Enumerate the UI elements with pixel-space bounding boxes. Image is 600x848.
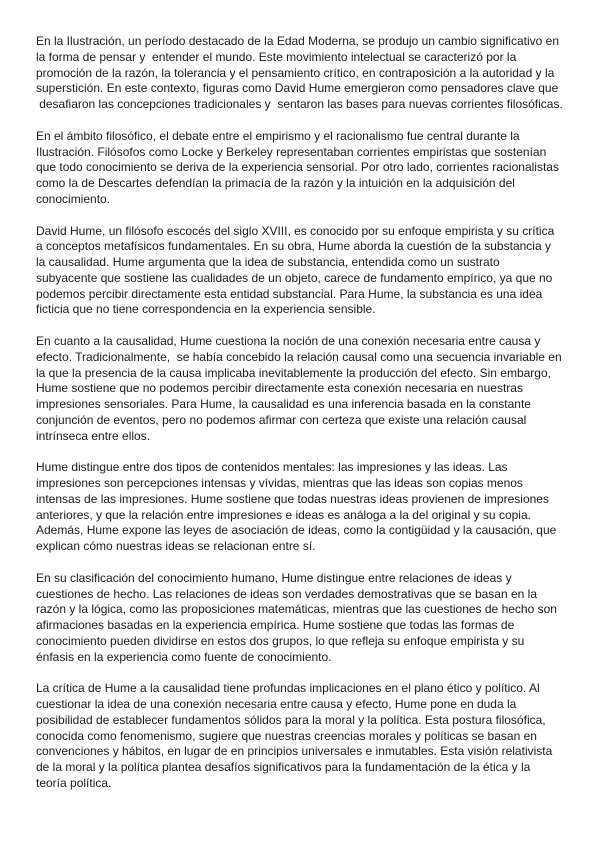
text-line: de la moral y la política plantea desafíos significativos para la fundamentación de la ética y la — [36, 760, 531, 774]
text-line: posibilidad de establecer fundamentos sólidos para la moral y la política. Esta postura filosófica, — [36, 712, 546, 727]
text-line: afirmaciones basadas en la experiencia empírica. Hume sostiene que todas las formas de — [36, 618, 515, 632]
text-line: la que la presencia de la causa implicaba inevitablemente la producción del efecto. Sin embargo, — [36, 365, 551, 380]
document-page — [36, 34, 566, 808]
text-line: que todo conocimiento se deriva de la experiencia sensorial. Por otro lado, corrientes racionalistas — [36, 160, 559, 175]
text-line: En la Ilustración, un período destacado de la Edad Moderna, se produjo un cambio significativo en — [36, 34, 559, 48]
text-line: cuestionar la idea de una conexión necesaria entre causa y efecto, Hume pone en duda la — [36, 697, 517, 711]
text-line: En cuanto a la causalidad, Hume cuestiona la noción de una conexión necesaria entre causa y — [36, 334, 541, 348]
text-line: la causalidad. Hume argumenta que la idea de substancia, entendida como un sustrato — [36, 255, 500, 269]
text-line: explican cómo nuestras ideas se relacionan entre sí. — [36, 539, 316, 553]
text-line: conjunción de eventos, pero no podemos afirmar con certeza que existe una relación causal — [36, 412, 527, 427]
text-line: conocida como fenomenismo, sugiere que nuestras creencias morales y políticas se basan en — [36, 728, 537, 743]
text-line: subyacente que sostiene las cualidades de un objeto, carece de fundamento empírico, ya que no — [36, 270, 553, 285]
text-line: En el ámbito filosófico, el debate entre el empirismo y el racionalismo fue central durante la — [36, 128, 520, 143]
text-line: conocimiento. — [36, 191, 111, 206]
paragraph-5 — [36, 460, 566, 555]
paragraph-3 — [36, 224, 566, 319]
text-line: anteriores, y que la relación entre impresiones e ideas es análoga a la del original y su copia. — [36, 507, 531, 522]
text-line: podemos percibir directamente esta entidad substancial. Para Hume, la substancia es una idea — [36, 286, 543, 301]
text-line: impresiones son percepciones intensas y vívidas, mientras que las ideas son copias menos — [36, 476, 523, 490]
text-line: teoría política. — [36, 775, 112, 790]
text-line: Ilustración. Filósofos como Locke y Berkeley representaban corrientes empiristas que sostenían — [36, 144, 547, 159]
paragraph-6 — [36, 571, 566, 666]
text-line: convenciones y hábitos, en lugar de en principios universales e inmutables. Esta visión relativista — [36, 744, 553, 759]
paragraph-1 — [36, 34, 566, 113]
text-line: conocimiento pueden dividirse en estos dos grupos, lo que refleja su enfoque empirista y su — [36, 633, 525, 648]
paragraph-2 — [36, 129, 566, 208]
text-line: impresiones sensoriales. Para Hume, la causalidad es una inferencia basada en la constante — [36, 397, 531, 411]
text-line: a conceptos metafísicos fundamentales. En su obra, Hume aborda la cuestión de la substancia y — [36, 239, 551, 254]
text-line: énfasis en la experiencia como fuente de conocimiento. — [36, 649, 332, 664]
text-line: como la de Descartes defendían la primacía de la razón y la intuición en la adquisición del — [36, 176, 515, 190]
paragraph-7 — [36, 681, 566, 791]
paragraph-4 — [36, 334, 566, 444]
text-line: cuestiones de hecho. Las relaciones de ideas son verdades demostrativas que se basan en la — [36, 586, 537, 601]
text-line: promoción de la razón, la tolerancia y el pensamiento crítico, en contraposición a la autoridad y la — [36, 65, 555, 80]
text-line: intrínseca entre ellos. — [36, 428, 151, 443]
text-line: la forma de pensar y entender el mundo. Este movimiento intelectual se caracterizó por la — [36, 49, 517, 64]
text-line: La crítica de Hume a la causalidad tiene profundas implicaciones en el plano ético y político. Al — [36, 681, 540, 696]
text-line: razón y la lógica, como las proposiciones matemáticas, mientras que las cuestiones de hecho son — [36, 602, 557, 617]
text-line: Hume distingue entre dos tipos de contenidos mentales: las impresiones y las ideas. Las — [36, 460, 508, 475]
text-line: efecto. Tradicionalmente, se había concebido la relación causal como una secuencia invariable en — [36, 349, 562, 364]
text-line: ficticia que no tiene correspondencia en la experiencia sensible. — [36, 302, 376, 317]
text-line: desafiaron las concepciones tradicionales y sentaron las bases para nuevas corrientes filosóficas. — [39, 97, 563, 111]
text-line: intensas de las impresiones. Hume sostiene que todas nuestras ideas provienen de impresiones — [36, 491, 549, 506]
text-line: Hume sostiene que no podemos percibir directamente esta conexión necesaria en nuestras — [36, 381, 523, 396]
text-line: superstición. En este contexto, figuras como David Hume emergieron como pensadores clave que — [36, 81, 559, 96]
text-line: Además, Hume expone las leyes de asociación de ideas, como la contigüidad y la causación, que — [36, 523, 557, 538]
text-line: En su clasificación del conocimiento humano, Hume distingue entre relaciones de ideas y — [36, 570, 512, 585]
text-line: David Hume, un filósofo escocés del siglo XVIII, es conocido por su enfoque empirista y su crítica — [36, 223, 555, 238]
